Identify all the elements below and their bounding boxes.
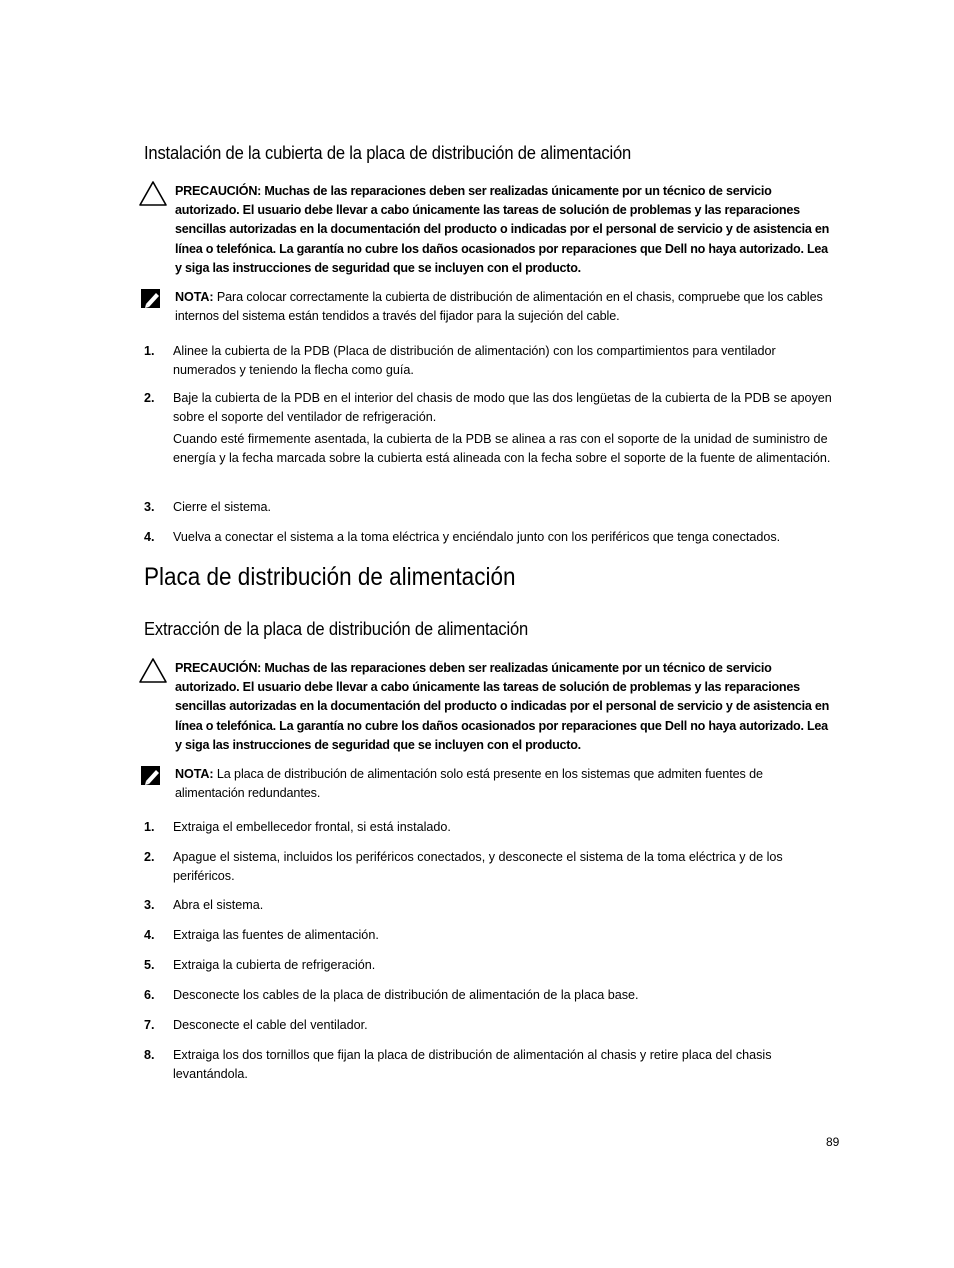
step-text: Desconecte los cables de la placa de distribución de alimentación de la placa base. <box>173 988 639 1002</box>
step-text: Apague el sistema, incluidos los periféricos conectados, y desconecte el sistema de la toma eléctrica y de los periféricos. <box>173 850 783 883</box>
step-number: 3. <box>144 898 155 912</box>
step-number: 4. <box>144 928 155 942</box>
step-number: 2. <box>144 391 155 405</box>
step-number: 1. <box>144 344 155 358</box>
step-number: 5. <box>144 958 155 972</box>
caution-text: PRECAUCIÓN: Muchas de las reparaciones deben ser realizadas únicamente por un técnico de servicio autorizado. El usuario debe llevar a cabo únicamente las tareas de solución de problemas y las reparaciones sencillas autorizadas en la documentación del producto o indicadas por el personal de servicio y de asistencia en línea o telefónica. La garantía no cubre los daños ocasionados por reparaciones que Dell no haya autorizado. Lea y siga las instrucciones de seguridad que se incluyen con el producto. <box>175 184 830 275</box>
note-label: NOTA: <box>175 767 214 781</box>
step-number: 6. <box>144 988 155 1002</box>
step-text: Alinee la cubierta de la PDB (Placa de distribución de alimentación) con los compartimientos para ventilador numerados y teniendo la flecha como guía. <box>173 344 776 377</box>
step-number: 1. <box>144 820 155 834</box>
step-text: Abra el sistema. <box>173 898 264 912</box>
step-text: Extraiga la cubierta de refrigeración. <box>173 958 376 972</box>
note-text <box>175 765 835 803</box>
note-label: NOTA: <box>175 290 214 304</box>
step-text: Vuelva a conectar el sistema a la toma eléctrica y enciéndalo junto con los periféricos que tenga conectados. <box>173 530 781 544</box>
step-number: 4. <box>144 530 155 544</box>
caution-text: PRECAUCIÓN: Muchas de las reparaciones deben ser realizadas únicamente por un técnico de servicio autorizado. El usuario debe llevar a cabo únicamente las tareas de solución de problemas y las reparaciones sencillas autorizadas en la documentación del producto o indicadas por el personal de servicio y de asistencia en línea o telefónica. La garantía no cubre los daños ocasionados por reparaciones que Dell no haya autorizado. Lea y siga las instrucciones de seguridad que se incluyen con el producto. <box>175 661 830 752</box>
step-text: Extraiga los dos tornillos que fijan la placa de distribución de alimentación al chasis y retire placa del chasis levantándola. <box>173 1048 772 1081</box>
step-number: 8. <box>144 1048 155 1062</box>
note-body: La placa de distribución de alimentación solo está presente en los sistemas que admiten fuentes de alimentación redundantes. <box>175 767 763 801</box>
step-text: Cierre el sistema. <box>173 500 271 514</box>
note-text <box>175 288 835 326</box>
note-pencil-icon <box>138 763 168 791</box>
step-text: Desconecte el cable del ventilador. <box>173 1018 368 1032</box>
step-number: 7. <box>144 1018 155 1032</box>
caution-triangle-icon <box>138 180 168 208</box>
step-text: Extraiga las fuentes de alimentación. <box>173 928 379 942</box>
step-text: Baje la cubierta de la PDB en el interior del chasis de modo que las dos lengüetas de la cubierta de la PDB se apoyen sobre el soporte del ventilador de refrigeración. <box>173 391 832 424</box>
section-heading-remove-board: Extracción de la placa de distribución de alimentación <box>144 619 529 639</box>
step-number: 2. <box>144 850 155 864</box>
caution-triangle-icon <box>138 657 168 685</box>
chapter-title: Placa de distribución de alimentación <box>144 563 516 591</box>
step-text: Extraiga el embellecedor frontal, si está instalado. <box>173 820 451 834</box>
note-pencil-icon <box>138 286 168 314</box>
note-body: Para colocar correctamente la cubierta de distribución de alimentación en el chasis, compruebe que los cables internos del sistema están tendidos a través del fijador para la sujeción del cable. <box>175 290 823 324</box>
step-extra-text: Cuando esté firmemente asentada, la cubierta de la PDB se alinea a ras con el soporte de la unidad de suministro de energía y la fecha marcada sobre la cubierta está alineada con la fecha sobre el soporte de la fuente de alimentación. <box>173 432 831 465</box>
section-heading-install-cover: Instalación de la cubierta de la placa de distribución de alimentación <box>144 143 631 163</box>
step-number: 3. <box>144 500 155 514</box>
page-number: 89 <box>826 1135 840 1149</box>
